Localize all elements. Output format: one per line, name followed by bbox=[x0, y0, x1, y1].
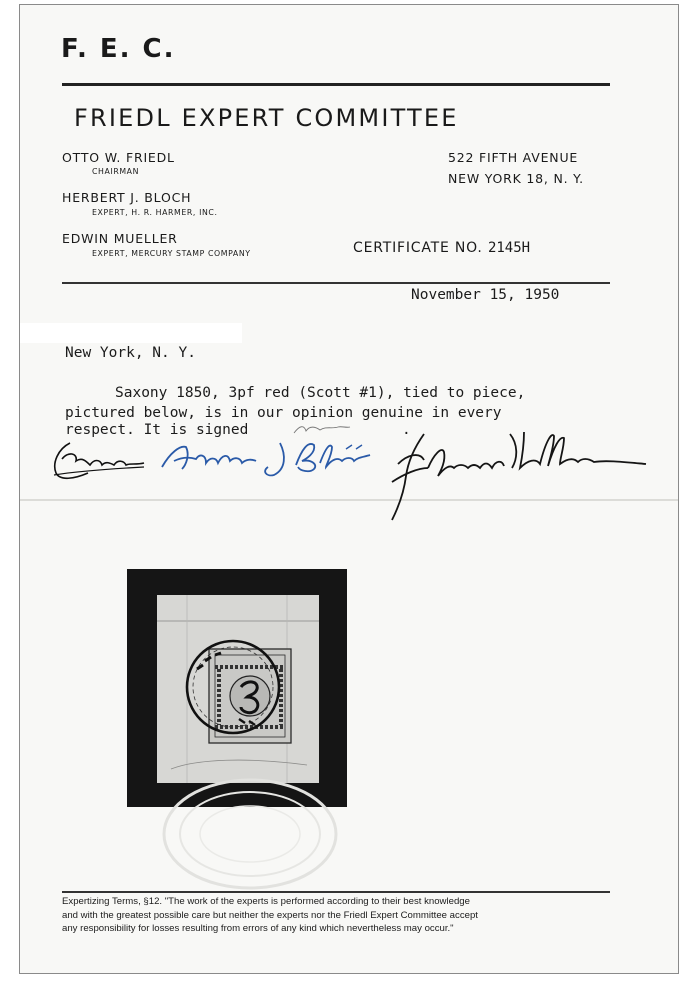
monogram: F. E. C. bbox=[61, 34, 176, 64]
letter-period: . bbox=[402, 422, 411, 438]
signature-mueller bbox=[384, 424, 649, 526]
date-rule bbox=[62, 282, 610, 284]
signature-friedl bbox=[48, 437, 148, 485]
signature-bloch bbox=[156, 435, 381, 480]
member-role: EXPERT, MERCURY STAMP COMPANY bbox=[92, 249, 251, 258]
tape-strip bbox=[20, 323, 242, 343]
letter-line: Saxony 1850, 3pf red (Scott #1), tied to piece, bbox=[115, 385, 526, 401]
expertizing-terms bbox=[62, 895, 610, 936]
member-role: CHAIRMAN bbox=[92, 167, 140, 176]
member-name: OTTO W. FRIEDL bbox=[62, 150, 175, 165]
certificate-number: 2145H bbox=[487, 240, 531, 256]
terms-line: and with the greatest possible care but neither the experts nor the Friedl Expert Committee accept bbox=[62, 909, 478, 921]
letter-date: November 15, 1950 bbox=[411, 287, 560, 303]
embossed-seal bbox=[150, 770, 350, 892]
letter-place: New York, N. Y. bbox=[65, 345, 196, 361]
member-name: EDWIN MUELLER bbox=[62, 231, 178, 246]
terms-line: any responsibility for losses resulting from errors of any kind which nevertheless may occur." bbox=[62, 923, 454, 934]
address-line: NEW YORK 18, N. Y. bbox=[448, 171, 584, 186]
certificate-number-line bbox=[353, 240, 530, 256]
letter-line: respect. It is signed bbox=[65, 422, 249, 438]
terms-rule bbox=[62, 891, 610, 893]
letter-line: pictured below, is in our opinion genuine in every bbox=[65, 405, 502, 421]
address-line: 522 FIFTH AVENUE bbox=[448, 150, 579, 165]
certificate-label: CERTIFICATE NO. bbox=[353, 240, 483, 256]
terms-line: Expertizing Terms, §12. "The work of the experts is performed according to their best knowledge bbox=[62, 896, 470, 907]
organization-name: FRIEDL EXPERT COMMITTEE bbox=[74, 104, 459, 132]
header-rule bbox=[62, 83, 610, 86]
member-role: EXPERT, H. R. HARMER, INC. bbox=[92, 208, 218, 217]
member-name: HERBERT J. BLOCH bbox=[62, 190, 192, 205]
